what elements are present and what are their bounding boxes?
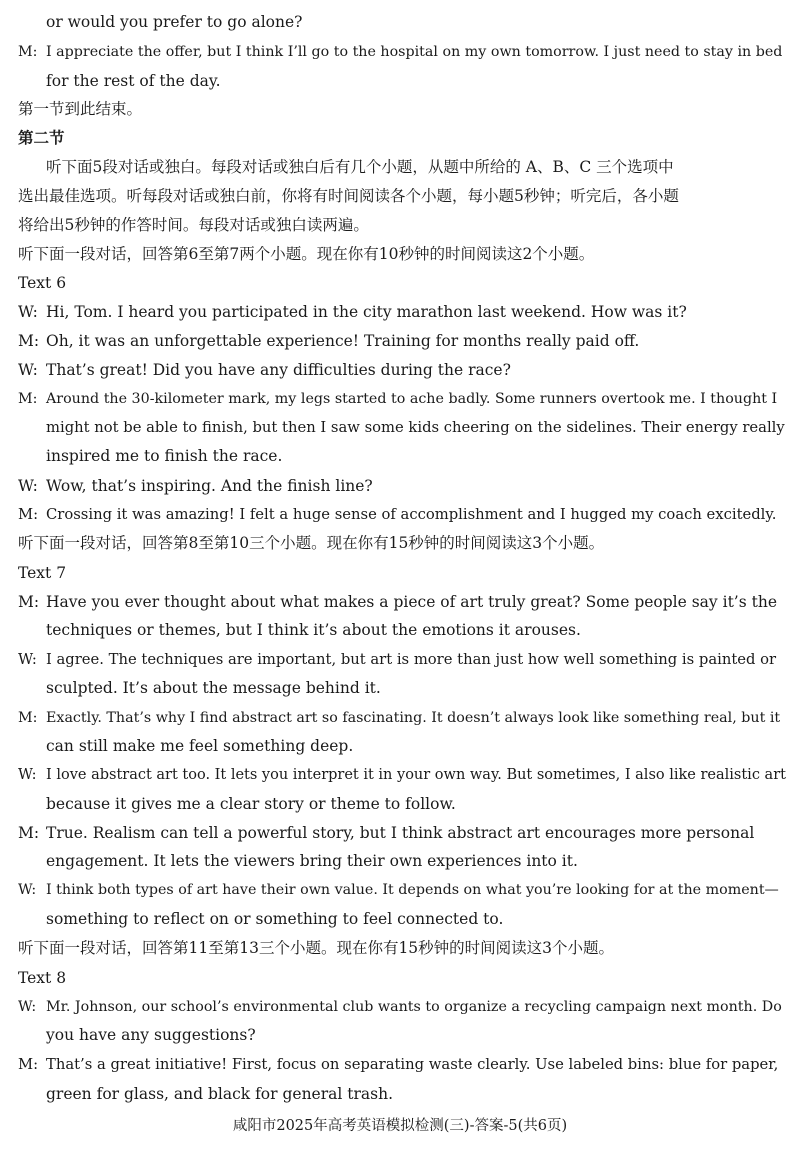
text-line <box>18 505 784 525</box>
speaker-label: W: <box>18 999 37 1015</box>
text-line <box>18 302 784 322</box>
line-text: techniques or themes, but I think it’s about the emotions it arouses. <box>46 621 581 639</box>
line-text: I appreciate the offer, but I think I’ll go to the hospital on my own tomorrow. I just need to stay in bed <box>46 44 783 60</box>
text-line <box>46 418 784 438</box>
text-line <box>18 99 784 119</box>
speaker-label: M: <box>18 44 38 60</box>
text-line <box>46 1025 784 1045</box>
text-line <box>18 823 784 843</box>
line-text: 第二节 <box>18 128 65 147</box>
line-text: Text 8 <box>18 969 67 987</box>
text-line <box>18 42 784 62</box>
text-line <box>18 244 784 264</box>
text-line <box>46 794 784 814</box>
line-text: Text 7 <box>18 564 67 582</box>
speaker-label: W: <box>18 767 37 783</box>
line-text: engagement. It lets the viewers bring their own experiences into it. <box>46 852 578 870</box>
text-line <box>18 1055 784 1075</box>
line-text: Around the 30-kilometer mark, my legs started to ache badly. Some runners overtook me. I thought I <box>46 391 778 407</box>
text-line <box>46 851 784 871</box>
speaker-label: W: <box>18 477 38 495</box>
line-text: Have you ever thought about what makes a piece of art truly great? Some people say it’s the <box>46 593 777 611</box>
line-text: 将给出5秒钟的作答时间。每段对话或独白读两遍。 <box>18 216 369 234</box>
line-text: Wow, that’s inspiring. And the finish line? <box>46 477 373 495</box>
speaker-label: W: <box>18 303 38 321</box>
speaker-label: M: <box>18 1056 39 1073</box>
line-text: Oh, it was an unforgettable experience! Training for months really paid off. <box>46 332 640 350</box>
line-text: inspired me to finish the race. <box>46 447 283 465</box>
line-text: for the rest of the day. <box>46 72 221 90</box>
text-line <box>18 186 784 206</box>
text-line <box>18 563 784 583</box>
text-line <box>18 765 784 785</box>
line-text: 听下面一段对话，回答第8至第10三个小题。现在你有15秒钟的时间阅读这3个小题。 <box>18 534 605 552</box>
text-line <box>18 997 784 1017</box>
text-line <box>18 968 784 988</box>
text-line <box>18 360 784 380</box>
text-line <box>46 678 784 698</box>
line-text: I love abstract art too. It lets you interpret it in your own way. But sometimes, I also like realistic art <box>46 767 786 783</box>
line-text: 第一节到此结束。 <box>18 100 143 118</box>
text-line <box>46 12 784 32</box>
text-line <box>46 157 784 177</box>
speaker-label: M: <box>18 710 38 726</box>
page-footer: 咸阳市2025年高考英语模拟检测(三)-答案-5(共6页) <box>232 1118 568 1134</box>
speaker-label: M: <box>18 593 40 611</box>
line-text: something to reflect on or something to feel connected to. <box>46 910 504 928</box>
line-text: Crossing it was amazing! I felt a huge sense of accomplishment and I hugged my coach excitedly. <box>46 506 777 523</box>
text-line <box>46 1084 784 1104</box>
text-line <box>18 215 784 235</box>
speaker-label: M: <box>18 332 40 350</box>
text-line <box>18 938 784 958</box>
line-text: That’s a great initiative! First, focus on separating waste clearly. Use labeled bins: blue for paper, <box>46 1056 779 1073</box>
speaker-label: M: <box>18 824 40 842</box>
line-text: 听下面一段对话，回答第11至第13三个小题。现在你有15秒钟的时间阅读这3个小题。 <box>18 939 615 957</box>
speaker-label: W: <box>18 361 38 379</box>
text-line <box>46 71 784 91</box>
line-text: 听下面5段对话或独白。每段对话或独白后有几个小题，从题中所给的 A、B、C 三个选项中 <box>46 158 674 176</box>
line-text: Exactly. That’s why I find abstract art so fascinating. It doesn’t always look like something real, but it <box>46 710 781 726</box>
line-text: 听下面一段对话，回答第6至第7两个小题。现在你有10秒钟的时间阅读这2个小题。 <box>18 245 595 263</box>
line-text: I think both types of art have their own value. It depends on what you’re looking for at the moment— <box>46 882 779 898</box>
line-text: might not be able to finish, but then I saw some kids cheering on the sidelines. Their energy really <box>46 419 785 436</box>
speaker-label: M: <box>18 506 39 523</box>
line-text: 选出最佳选项。听每段对话或独白前，你将有时间阅读各个小题，每小题5秒钟；听完后，各小题 <box>18 187 679 205</box>
text-line <box>18 128 784 148</box>
text-line <box>18 533 784 553</box>
speaker-label: W: <box>18 651 37 668</box>
line-text: you have any suggestions? <box>46 1026 256 1044</box>
line-text: can still make me feel something deep. <box>46 737 354 755</box>
text-line <box>18 592 784 612</box>
line-text: Hi, Tom. I heard you participated in the city marathon last weekend. How was it? <box>46 303 687 321</box>
line-text: I agree. The techniques are important, but art is more than just how well something is painted or <box>46 651 777 668</box>
speaker-label: M: <box>18 391 38 407</box>
text-line <box>46 736 784 756</box>
text-line <box>18 650 784 670</box>
speaker-label: W: <box>18 882 37 898</box>
text-line <box>18 476 784 496</box>
text-line <box>18 331 784 351</box>
line-text: sculpted. It’s about the message behind it. <box>46 679 381 697</box>
text-line <box>18 880 784 900</box>
line-text: Mr. Johnson, our school’s environmental club wants to organize a recycling campaign next month. Do <box>46 999 782 1015</box>
line-text: or would you prefer to go alone? <box>46 13 303 31</box>
line-text: True. Realism can tell a powerful story, but I think abstract art encourages more personal <box>46 824 755 842</box>
line-text: Text 6 <box>18 274 67 292</box>
text-line <box>18 273 784 293</box>
text-line <box>18 389 784 409</box>
line-text: green for glass, and black for general trash. <box>46 1085 394 1103</box>
text-line <box>46 909 784 929</box>
line-text: because it gives me a clear story or theme to follow. <box>46 795 456 813</box>
text-line <box>46 446 784 466</box>
text-line <box>46 620 784 640</box>
line-text: That’s great! Did you have any difficulties during the race? <box>46 361 511 379</box>
text-line <box>18 708 784 728</box>
